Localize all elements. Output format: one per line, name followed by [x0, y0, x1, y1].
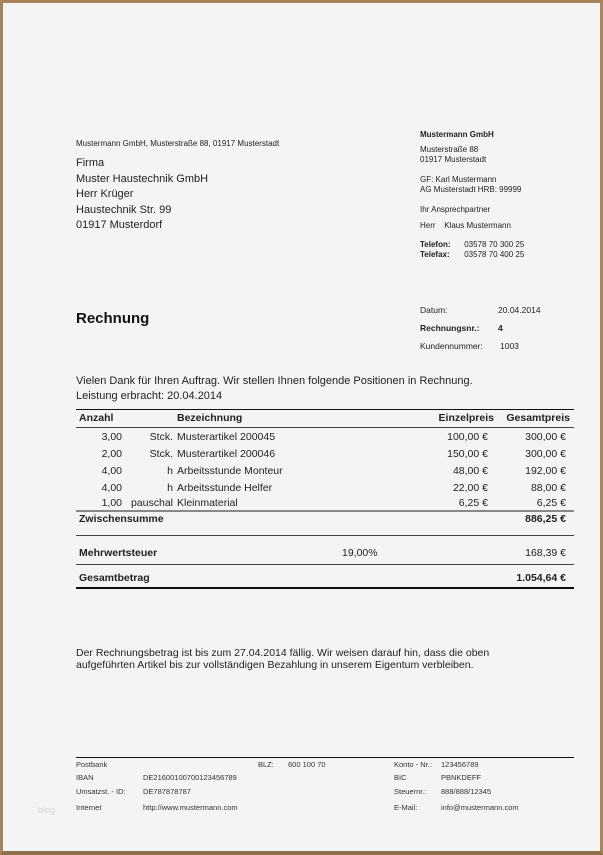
- recipient-line: Herr Krüger: [76, 188, 134, 200]
- recipient-line: 01917 Musterdorf: [76, 219, 163, 231]
- subtotal-value: 886,25 €: [525, 513, 566, 525]
- unit-price: 22,00 €: [452, 482, 488, 494]
- qty: 1,00: [101, 497, 122, 509]
- qty: 4,00: [101, 465, 122, 477]
- unit: Stck.: [149, 431, 173, 443]
- contact-label: Ihr Ansprechpartner: [420, 205, 491, 214]
- account-label: Konto - Nr.:: [394, 760, 432, 769]
- invoice-number-row: [420, 323, 603, 341]
- footer-rule: [76, 757, 574, 758]
- grand-total-label: Gesamtbetrag: [79, 572, 150, 584]
- line-total: 6,25 €: [536, 497, 566, 509]
- company-gf: GF: Karl Mustermann: [420, 175, 497, 184]
- qty: 3,00: [101, 431, 122, 443]
- phone-label: Telefon:: [420, 240, 451, 249]
- contact-person: [420, 221, 524, 231]
- line-total: 300,00 €: [525, 431, 566, 443]
- website-link[interactable]: http://www.mustermann.com: [143, 803, 238, 812]
- description: Arbeitsstunde Helfer: [177, 482, 273, 494]
- vat-id-value: DE787878787: [143, 787, 191, 796]
- customer-number-label: Kundennummer:: [420, 341, 483, 351]
- unit-price: 6,25 €: [458, 497, 488, 509]
- fax-row: [420, 250, 524, 260]
- recipient-line: Muster Haustechnik GmbH: [76, 172, 209, 185]
- date-value: 20.04.2014: [498, 305, 541, 315]
- unit: Stck.: [149, 448, 173, 460]
- header-desc: Bezeichnung: [177, 412, 243, 424]
- iban-value: DE21600100700123456789: [143, 773, 237, 782]
- blz-value: 600 100 70: [288, 760, 326, 769]
- vat-rate: 19,00%: [342, 547, 378, 559]
- table-row: [76, 465, 574, 482]
- qty: 2,00: [101, 448, 122, 460]
- grand-total-row: [76, 572, 574, 589]
- fax-value: 03578 70 400 25: [464, 250, 525, 259]
- total-top-rule: [76, 564, 574, 565]
- email-link[interactable]: info@mustermann.com: [441, 803, 519, 812]
- customer-number-row: [420, 341, 603, 359]
- qty: 4,00: [101, 482, 122, 494]
- bank-name: Postbank: [76, 760, 108, 769]
- line-total: 192,00 €: [525, 465, 566, 477]
- phone-value: 03578 70 300 25: [464, 240, 525, 249]
- company-street: Musterstraße 88: [420, 145, 479, 154]
- unit: h: [167, 482, 173, 494]
- line-total: 300,00 €: [525, 448, 566, 460]
- table-header: [76, 412, 574, 429]
- email-label: E-Mail:: [394, 803, 418, 812]
- vat-value: 168,39 €: [525, 547, 566, 559]
- table-top-rule: [76, 409, 574, 410]
- invoice-meta: [420, 305, 603, 359]
- phone-row: [420, 240, 524, 250]
- table-row: [76, 497, 574, 514]
- company-info: [420, 130, 524, 260]
- line-total: 88,00 €: [530, 482, 566, 494]
- vat-id-label: Umsatzst. - ID:: [76, 787, 126, 796]
- bic-value: PBNKDEFF: [441, 773, 482, 782]
- header-total: Gesamtpreis: [506, 412, 570, 424]
- invoice-number-label: Rechnungsnr.:: [420, 323, 480, 333]
- blz-label: BLZ:: [258, 760, 274, 769]
- recipient-line: Firma: [76, 157, 105, 169]
- vat-row: [76, 547, 574, 564]
- recipient-line: Haustechnik Str. 99: [76, 203, 172, 216]
- header-qty: Anzahl: [79, 412, 114, 424]
- invoice-number-value: 4: [498, 323, 503, 333]
- description: Arbeitsstunde Monteur: [177, 465, 283, 477]
- date-row: [420, 305, 603, 323]
- sender-return-line: Mustermann GmbH, Musterstraße 88, 01917 Musterstadt: [76, 139, 280, 148]
- unit-price: 48,00 €: [452, 465, 488, 477]
- tax-no-label: Steuernr.:: [394, 787, 427, 796]
- iban-label: IBAN: [76, 773, 94, 782]
- intro-text: [76, 374, 473, 404]
- subtotal-row: [76, 513, 574, 530]
- service-date: Leistung erbracht: 20.04.2014: [76, 390, 223, 402]
- company-register: AG Musterstadt HRB: 99999: [420, 185, 522, 194]
- recipient-address: [76, 156, 208, 234]
- grand-total-value: 1.054,64 €: [516, 572, 566, 584]
- payment-note: [76, 647, 489, 671]
- unit: pauschal: [130, 497, 173, 509]
- company-name: Mustermann GmbH: [420, 130, 494, 139]
- unit-price: 100,00 €: [447, 431, 488, 443]
- customer-number-value: 1003: [500, 341, 519, 351]
- unit-price: 150,00 €: [447, 448, 488, 460]
- subtotal-label: Zwischensumme: [79, 513, 164, 525]
- header-unit-price: Einzelpreis: [438, 412, 494, 424]
- date-label: Datum:: [420, 305, 448, 315]
- tax-no-value: 888/888/12345: [441, 787, 492, 796]
- unit: h: [167, 465, 173, 477]
- thanks-line: Vielen Dank für Ihren Auftrag. Wir stellen Ihnen folgende Positionen in Rechnung.: [76, 375, 473, 387]
- payment-note-line: aufgeführten Artikel bis zur vollständigen Bezahlung in unserem Eigentum verbleiben.: [76, 659, 474, 671]
- contact-name: Klaus Mustermann: [444, 221, 511, 230]
- internet-label: Internet: [76, 803, 102, 812]
- document-title: Rechnung: [76, 310, 150, 327]
- table-row: [76, 448, 574, 465]
- table-row: [76, 431, 574, 448]
- vat-top-rule: [76, 535, 574, 536]
- vat-label: Mehrwertsteuer: [79, 547, 158, 559]
- description: Kleinmaterial: [177, 497, 238, 509]
- watermark: blog: [38, 805, 56, 815]
- description: Musterartikel 200046: [177, 448, 276, 460]
- bic-label: BIC: [394, 773, 407, 782]
- account-value: 123456789: [441, 760, 479, 769]
- company-city: 01917 Musterstadt: [420, 155, 487, 164]
- contact-salutation: Herr: [420, 221, 436, 230]
- description: Musterartikel 200045: [177, 431, 276, 443]
- payment-note-line: Der Rechnungsbetrag ist bis zum 27.04.2014 fällig. Wir weisen darauf hin, dass die oben: [76, 647, 490, 659]
- fax-label: Telefax:: [420, 250, 450, 259]
